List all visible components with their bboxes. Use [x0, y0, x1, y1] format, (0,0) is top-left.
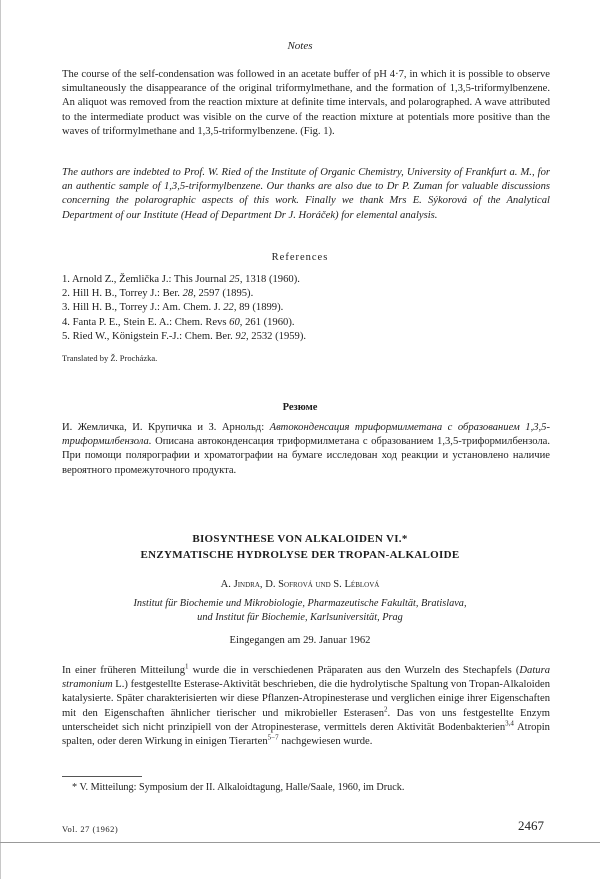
rezume-body: Описана автоконденсация триформилметана с образованием 1,3,5-триформилбензола. При помощи полярографии и хроматографии на бумаге исследован ход реакции и установлено наличие вероятного промежуточного продукта.: [62, 436, 550, 476]
article-body-paragraph: In einer früheren Mitteilung$^1$ wurde die in verschiedenen Präparaten aus den Wurzeln des Stechapfels (Datura stramonium L.) festgestellte Esterase-Aktivität beschrieben, die die hydrolytische Spaltung von Tropan-Alkaloiden katalysierte. Später charakterisierten wir diese Pflanzen-Atropinesterase und verglichen einige ihrer Eigenschaften mit den Eigenschaften ähnlicher tierischer und mikrobieller Esterasen$^2$. Das von uns festgestellte Enzym unterscheidet sich nicht prinzipiell von der Atropinesterase, vermittels deren Aktivität Bodenbakterien$^{3,4}$ Atropin spalten, oder deren Wirkung in einigen Tierarten$^{5-7}$ nachgewiesen wurde.: [62, 662, 550, 748]
references-list: [62, 273, 550, 344]
references-heading: References: [271, 252, 329, 263]
article-title-line-1: BIOSYNTHESE VON ALKALOIDEN VI.*: [192, 533, 408, 545]
scan-edge: [0, 0, 1, 879]
reference-item: 2. Hill H. B., Torrey J.: Ber. 28, 2597 (1895).: [62, 288, 254, 300]
footnote-rule: [62, 776, 142, 777]
rezume-heading: Резюме: [282, 402, 318, 413]
page-number: 2467: [518, 818, 544, 833]
scan-border: [0, 842, 600, 843]
rezume-paragraph: [62, 421, 550, 478]
article-authors: A. Jindra, D. Sofrová und S. Léblová: [220, 579, 380, 590]
rezume-paper-title: Автоконденсация триформилметана с образованием 1,3,5-триформилбензола.: [62, 422, 550, 448]
article-title-line-2: ENZYMATISCHE HYDROLYSE DER TROPAN-ALKALOIDE: [140, 549, 460, 561]
rezume-authors: И. Жемличка, И. Крупичка и З. Арнольд:: [62, 422, 270, 433]
acknowledgement-paragraph: The authors are indebted to Prof. W. Ried of the Institute of Organic Chemistry, University of Frankfurt a. M., for an authentic sample of 1,3,5-triformylbenzene. Our thanks are also due to Dr P. Zuman for valuable discussions concerning the polarographic aspects of this work. Finally we thank Mrs E. Sýkorová of the Analytical Department of our Institute (Head of Department Dr J. Horáček) for elemental analysis.: [62, 167, 550, 221]
footnote: * V. Mitteilung: Symposium der II. Alkaloidtagung, Halle/Saale, 1960, im Druck.: [72, 782, 405, 793]
translator-credit: Translated by Ž. Procházka.: [62, 353, 158, 363]
article-institution: Institut für Biochemie und Mikrobiologie, Pharmazeutische Fakultät, Bratislava, und Institut für Biochemie, Karlsuniversität, Prag: [133, 598, 467, 623]
body-paragraph-self-condensation: The course of the self-condensation was followed in an acetate buffer of pH 4·7, in which it is possible to observe simultaneously the disappearance of the original triformylmethane, and the formation of 1,3,5-triformylbenzene. An aliquot was removed from the reaction mixture at definite time intervals, and polarographed. A wave attributed to the intermediate product was visible on the curve of the reaction mixture at potentials more positive than the waves of triformylmethane and 1,3,5-triformylbenzene. (Fig. 1).: [62, 69, 550, 137]
reference-item: 1. Arnold Z., Žemlička J.: This Journal 25, 1318 (1960).: [62, 274, 300, 285]
reference-item: 5. Ried W., Königstein F.-J.: Chem. Ber. 92, 2532 (1959).: [62, 330, 307, 342]
reference-item: 3. Hill H. B., Torrey J.: Am. Chem. J. 22, 89 (1899).: [62, 302, 284, 314]
running-header: Notes: [287, 40, 313, 52]
reference-item: 4. Fanta P. E., Stein E. A.: Chem. Revs 60, 261 (1960).: [62, 316, 295, 328]
volume-folio: Vol. 27 (1962): [62, 824, 119, 834]
received-date: Eingegangen am 29. Januar 1962: [229, 635, 371, 646]
